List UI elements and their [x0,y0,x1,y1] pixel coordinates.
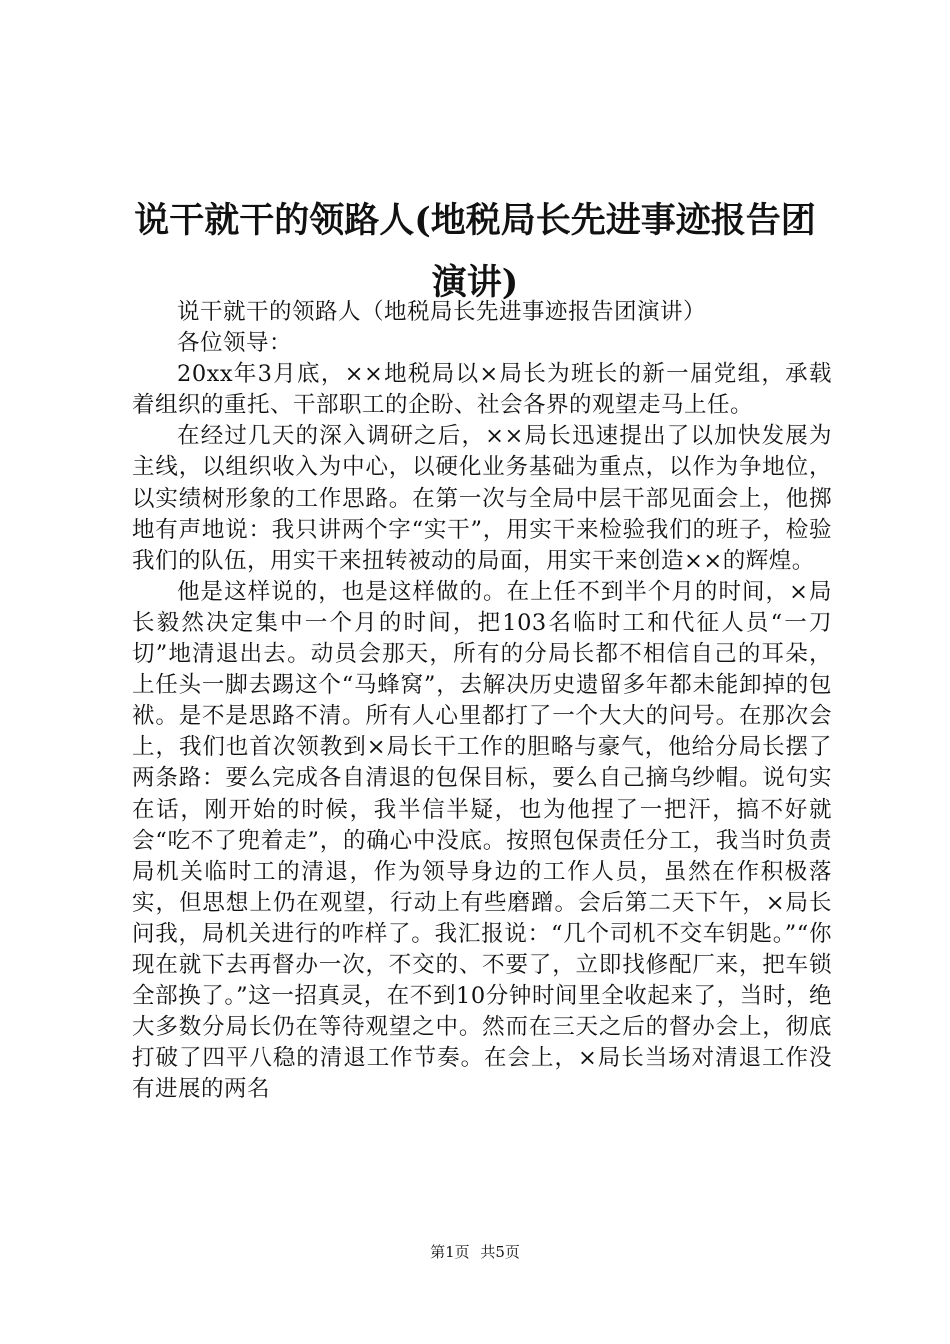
document-body [132,297,832,1105]
page-total: 共5页 [480,1243,520,1261]
subtitle-paragraph: 说干就干的领路人（地税局长先进事迹报告团演讲） [177,299,707,325]
salutation-paragraph: 各位领导： [177,330,293,357]
document-title: 说干就干的领路人(地税局长先进事迹报告团演讲) [134,200,816,303]
body-paragraph: 在经过几天的深入调研之后，××局长迅速提出了以加快发展为主线，以组织收入为中心，以硬化业务基础为重点，以作为争地位，以实绩树形象的工作思路。在第一次与全局中层干部见面会上，他掷地有声地说：我只讲两个字“实干”，用实干来检验我们的班子，检验我们的队伍，用实干来扭转被动的局面，用实干来创造××的辉煌。 [132,423,832,574]
body-paragraph: 他是这样说的，也是这样做的。在上任不到半个月的时间，×局长毅然决定集中一个月的时间，把103名临时工和代征人员“一刀切”地清退出去。动员会那天，所有的分局长都不相信自己的耳朵，上任头一脚去踢这个“马蜂窝”，去解决历史遗留多年都未能卸掉的包袱。是不是思路不清。所有人心里都打了一个大大的问号。在那次会上，我们也首次领教到×局长干工作的胆略与豪气，他给分局长摆了两条路：要么完成各自清退的包保目标，要么自己摘乌纱帽。说句实在话，刚开始的时候，我半信半疑，也为他捏了一把汗，搞不好就会“吃不了兜着走”，的确心中没底。按照包保责任分工，我当时负责局机关临时工的清退，作为领导身边的工作人员，虽然在作积极落实，但思想上仍在观望，行动上有些磨蹭。会后第二天下午，×局长问我，局机关进行的咋样了。我汇报说：“几个司机不交车钥匙。”“你现在就下去再督办一次，不交的、不要了，立即找修配厂来，把车锁全部换了。”这一招真灵，在不到10分钟时间里全收起来了，当时，绝大多数分局长仍在等待观望之中。然而在三天之后的督办会上，彻底打破了四平八稳的清退工作节奏。在会上，×局长当场对清退工作没有进展的两名 [132,578,832,1103]
page-footer [0,1242,950,1262]
page-number: 第1页 [430,1243,470,1261]
body-paragraph: 20xx年3月底，××地税局以×局长为班长的新一届党组，承载着组织的重托、干部职工的企盼、社会各界的观望走马上任。 [132,361,832,419]
